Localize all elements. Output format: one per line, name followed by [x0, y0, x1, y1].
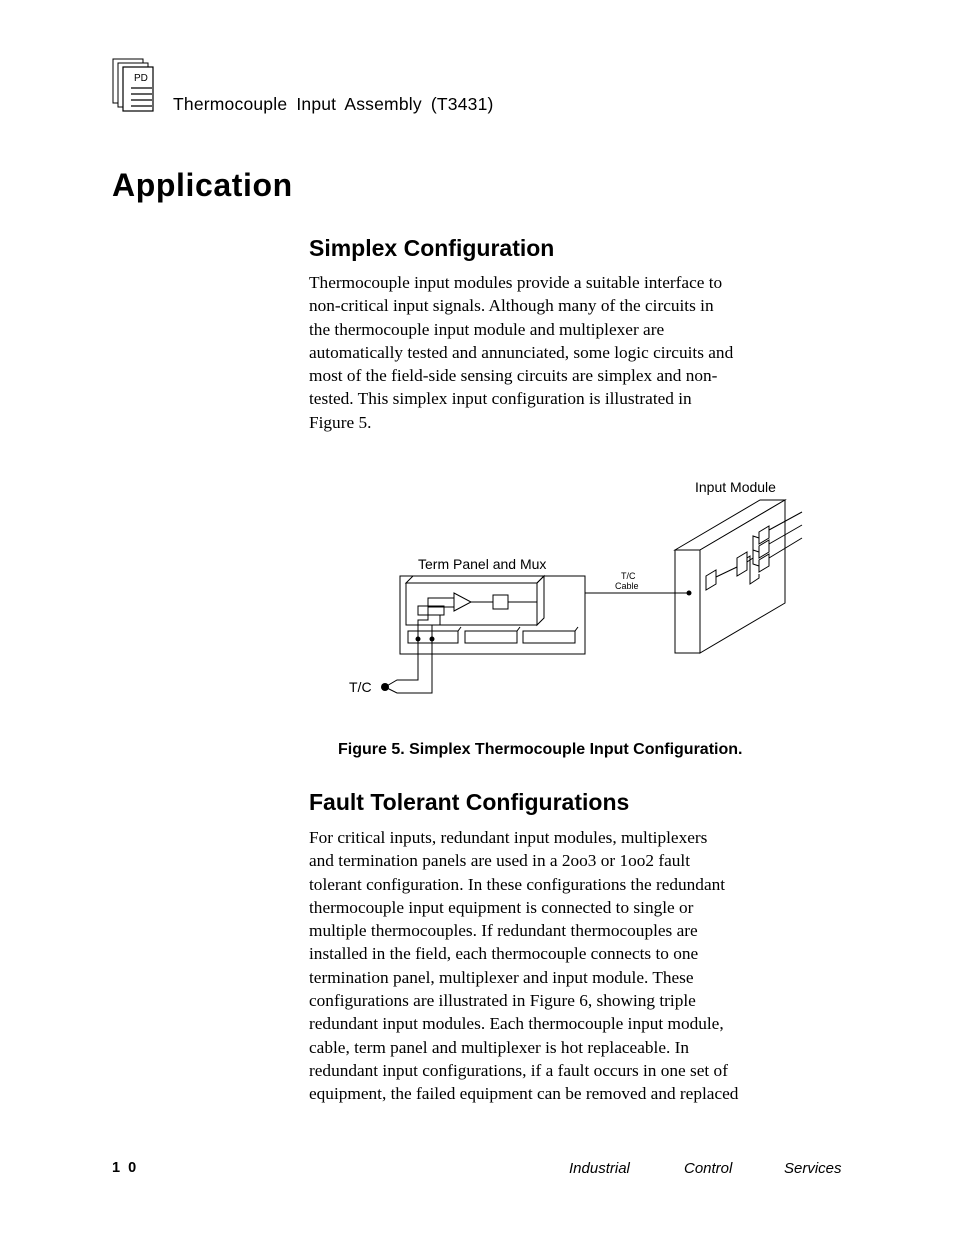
figure-caption: Figure 5. Simplex Thermocouple Input Configuration. — [338, 741, 743, 758]
input-module-box — [675, 500, 802, 653]
page-number: 1 0 — [112, 1160, 139, 1176]
fault-tolerant-paragraph: For critical inputs, redundant input modules, multiplexers and termination panels are used in a 2oo3 or 1oo2 fault tolerant configuration. In these configurations the redundant thermocouple input equipment is connected to single or multiple thermocouples. If redundant thermocouples are installed in the field, each thermocouple connects to one termination panel, multiplexer and input module. These configurations are illustrated in Figure 6, showing triple redundant input modules. Each thermocouple input module, cable, term panel and multiplexer is hot replaceable. In redundant input configurations, if a fault occurs in one set of equipment, the failed equipment can be removed and replaced — [309, 828, 739, 1104]
thermocouple-junction-icon — [381, 683, 389, 691]
footer-industrial: Industrial — [569, 1160, 630, 1177]
tc-label: T/C — [349, 679, 372, 695]
tc-cable-label-1: T/C — [621, 571, 636, 581]
header-title: Thermocouple Input Assembly (T3431) — [173, 94, 494, 114]
pd-logo-icon — [112, 58, 157, 113]
logo-text: PD — [134, 73, 148, 84]
term-panel-box — [385, 576, 585, 693]
fault-tolerant-heading: Fault Tolerant Configurations — [309, 789, 630, 815]
tc-cable-label-2: Cable — [615, 581, 639, 591]
simplex-configuration-diagram — [340, 470, 820, 710]
page-title: Application — [112, 167, 293, 203]
simplex-paragraph: Thermocouple input modules provide a suitable interface to non-critical input signals. Although many of the circuits in the thermocouple input module and multiplexer are automatically tested and annunciated, some logic circuits and most of the field-side sensing circuits are simplex and non- tested. This simplex input configuration is illustrated in Figure 5. — [309, 273, 734, 432]
footer-services: Services — [784, 1160, 842, 1177]
footer-control: Control — [684, 1160, 733, 1177]
input-module-label: Input Module — [695, 479, 776, 495]
term-panel-label: Term Panel and Mux — [418, 556, 547, 572]
simplex-heading: Simplex Configuration — [309, 235, 555, 261]
